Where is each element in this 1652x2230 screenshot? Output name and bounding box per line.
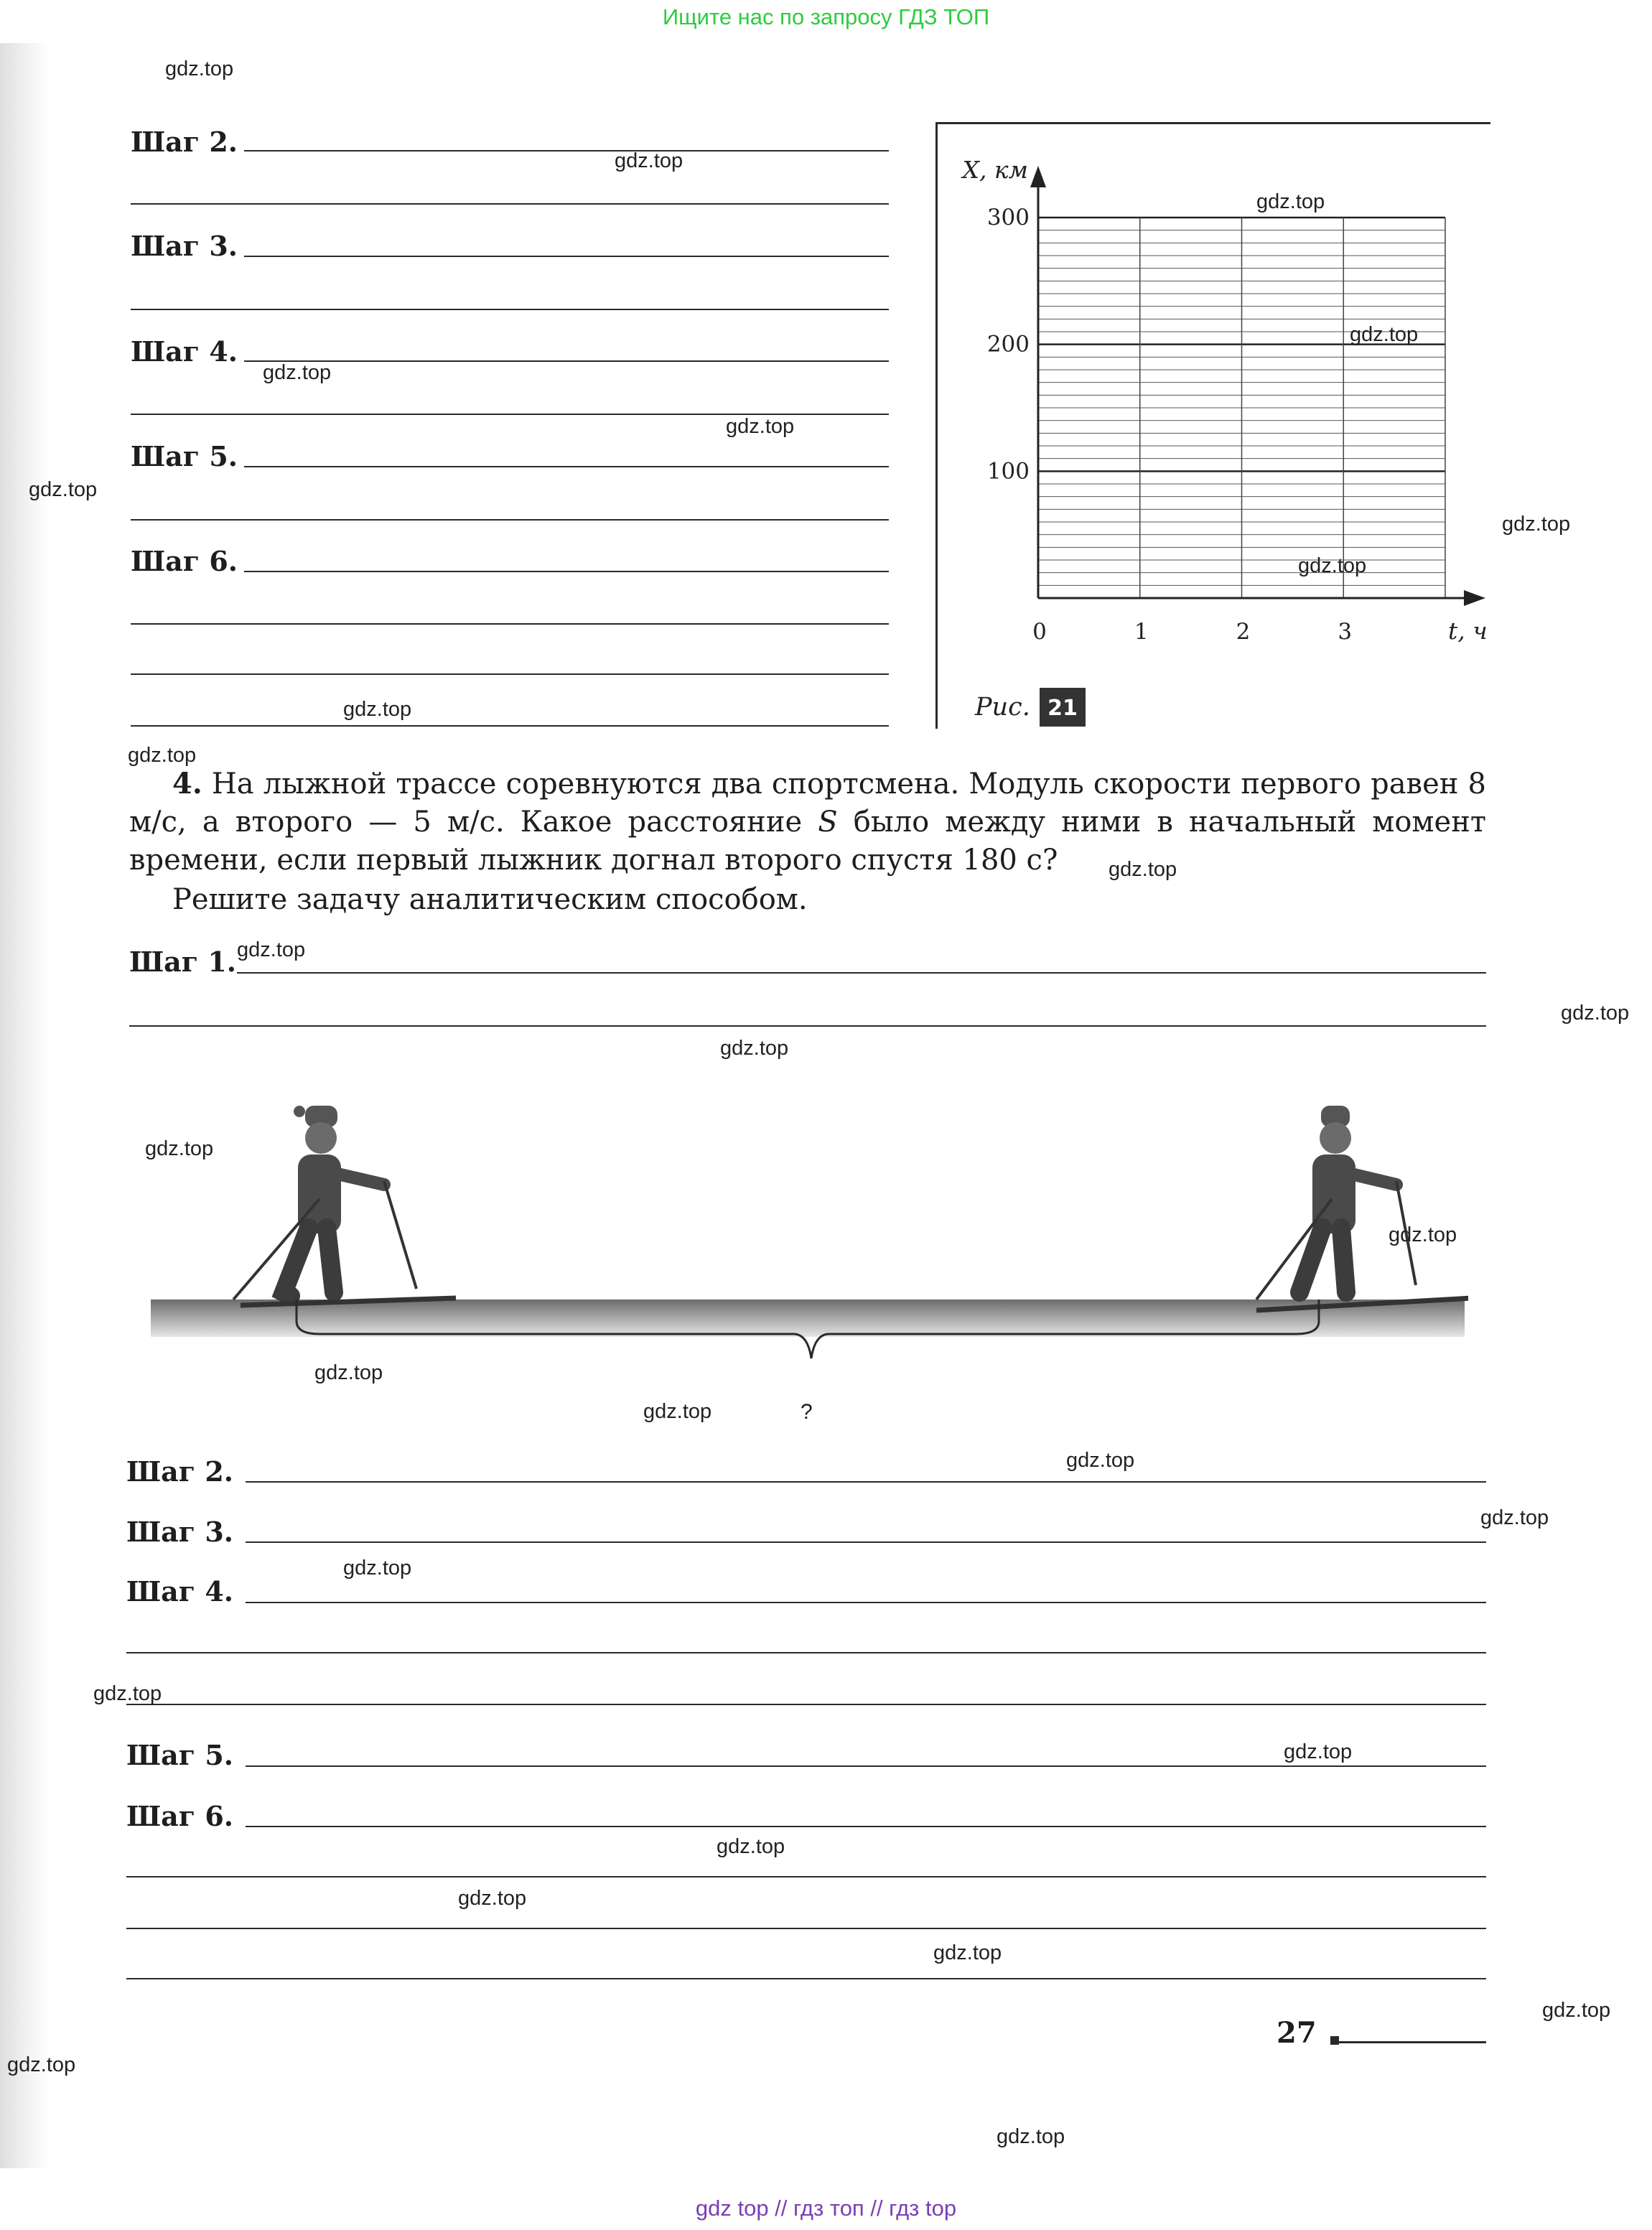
distance-question-mark: ? xyxy=(801,1400,813,1424)
step-label: Шаг 3. xyxy=(131,230,238,262)
problem-number: 4. xyxy=(172,767,202,801)
step-label: Шаг 3. xyxy=(126,1516,233,1548)
skier-1 xyxy=(233,1106,456,1305)
watermark: gdz.top xyxy=(643,1400,712,1423)
watermark: gdz.top xyxy=(1284,1740,1353,1763)
step-label: Шаг 4. xyxy=(126,1575,233,1608)
watermark: gdz.top xyxy=(717,1835,785,1858)
ski-track xyxy=(151,1300,1465,1337)
step-label: Шаг 6. xyxy=(131,545,238,577)
answer-line[interactable] xyxy=(126,1876,1486,1877)
step-6-bottom xyxy=(126,1802,233,1831)
answer-line[interactable] xyxy=(131,623,889,625)
step-3-top xyxy=(131,232,238,261)
watermark: gdz.top xyxy=(458,1887,527,1910)
watermark: gdz.top xyxy=(29,478,98,501)
step-6-top xyxy=(131,547,238,576)
watermark: gdz.top xyxy=(1256,190,1325,213)
watermark: gdz.top xyxy=(933,1941,1002,1964)
answer-line[interactable] xyxy=(126,1652,1486,1653)
axis-labels xyxy=(960,156,1487,645)
y-tick-label: 200 xyxy=(986,331,1030,358)
watermark: gdz.top xyxy=(165,57,234,80)
skier-head xyxy=(1320,1122,1351,1154)
answer-line[interactable] xyxy=(246,1541,1486,1543)
watermark: gdz.top xyxy=(343,1557,412,1580)
ski-pole xyxy=(384,1181,416,1289)
watermark: gdz.top xyxy=(1109,858,1177,881)
y-axis-label: X, км xyxy=(962,156,1028,184)
watermark: gdz.top xyxy=(1542,1999,1611,2022)
step-label: Шаг 1. xyxy=(129,946,236,978)
y-tick-label: 100 xyxy=(986,458,1030,485)
watermark: gdz.top xyxy=(726,415,795,438)
step-label: Шаг 5. xyxy=(131,440,238,472)
skier-2 xyxy=(1256,1106,1468,1310)
answer-line[interactable] xyxy=(246,1602,1486,1603)
skier-leg xyxy=(1341,1228,1346,1292)
skier-arm xyxy=(337,1174,384,1185)
step-label: Шаг 4. xyxy=(131,335,238,368)
watermark: gdz.top xyxy=(314,1361,383,1384)
step-2-bottom xyxy=(126,1457,233,1486)
problem-4 xyxy=(129,765,1486,880)
step-label: Шаг 5. xyxy=(126,1739,233,1771)
x-tick-label: 3 xyxy=(1338,619,1353,645)
step-4-bottom xyxy=(126,1577,233,1606)
answer-line[interactable] xyxy=(131,519,889,521)
watermark: gdz.top xyxy=(997,2125,1065,2148)
page-number: 27 xyxy=(1277,2016,1317,2050)
figure-caption xyxy=(974,688,1086,727)
watermark: gdz.top xyxy=(7,2053,76,2076)
answer-line[interactable] xyxy=(244,466,889,467)
problem-instruction: Решите задачу аналитическим способом. xyxy=(172,883,808,916)
figure-number: 21 xyxy=(1047,696,1078,721)
answer-line[interactable] xyxy=(131,725,889,727)
step-3-bottom xyxy=(126,1518,233,1546)
step-label: Шаг 6. xyxy=(126,1800,233,1832)
watermark: gdz.top xyxy=(128,744,197,767)
x-tick-label: 1 xyxy=(1134,619,1149,645)
answer-line[interactable] xyxy=(126,1704,1486,1705)
step-2-top xyxy=(131,128,238,157)
answer-line[interactable] xyxy=(246,1481,1486,1483)
watermark: gdz.top xyxy=(343,698,412,721)
problem-text: На лыжной трассе соревнуются два спортсмена. Модуль скорости первого равен 8 м/с, а второго — 5 м/с. Какое расстояние xyxy=(129,768,1487,839)
watermark: gdz.top xyxy=(145,1137,214,1160)
watermark: gdz.top xyxy=(1561,1002,1630,1025)
answer-line[interactable] xyxy=(126,1928,1486,1929)
watermark: gdz.top xyxy=(615,149,683,172)
watermark: gdz.top xyxy=(1066,1449,1135,1472)
x-axis-label: t, ч xyxy=(1448,617,1488,645)
watermark: gdz.top xyxy=(1480,1506,1549,1529)
step-label: Шаг 2. xyxy=(126,1455,233,1488)
step-1 xyxy=(129,948,236,976)
page-shadow xyxy=(0,43,50,2168)
watermark: gdz.top xyxy=(263,361,332,384)
x-tick-label: 0 xyxy=(1032,619,1047,645)
answer-line[interactable] xyxy=(244,150,889,151)
step-label: Шаг 2. xyxy=(131,126,238,158)
skier-leg xyxy=(327,1228,334,1292)
watermark: gdz.top xyxy=(1350,323,1419,346)
answer-line[interactable] xyxy=(131,309,889,310)
watermark: gdz.top xyxy=(1298,554,1367,577)
answer-line[interactable] xyxy=(244,571,889,572)
top-banner[interactable]: Ищите нас по запросу ГДЗ ТОП xyxy=(662,4,990,29)
watermark: gdz.top xyxy=(720,1037,789,1060)
answer-line[interactable] xyxy=(131,203,889,205)
step-5-bottom xyxy=(126,1741,233,1770)
skier-arm xyxy=(1351,1174,1396,1185)
watermark: gdz.top xyxy=(1502,513,1571,536)
answer-line[interactable] xyxy=(131,673,889,675)
tick-labels xyxy=(987,205,1352,645)
watermark: gdz.top xyxy=(93,1682,162,1705)
page-number-rule xyxy=(1339,2041,1486,2043)
answer-line[interactable] xyxy=(237,972,1486,974)
problem-text: было между ними в начальный момент времени, если первый лыжник догнал второго спустя 180 с? xyxy=(129,806,1486,877)
answer-line[interactable] xyxy=(244,256,889,257)
answer-line[interactable] xyxy=(246,1765,1486,1767)
page-number-marker xyxy=(1330,2036,1339,2045)
xt-graph-grid xyxy=(938,124,1488,727)
skier-pompom xyxy=(294,1106,305,1117)
figure-caption-text: Рис. xyxy=(975,693,1030,722)
answer-line[interactable] xyxy=(244,360,889,362)
step-4-top xyxy=(131,337,238,366)
watermark: gdz.top xyxy=(237,938,306,961)
skier-head xyxy=(305,1122,337,1154)
y-tick-label: 300 xyxy=(986,205,1030,230)
y-axis-arrow xyxy=(1030,166,1046,187)
answer-line[interactable] xyxy=(129,1025,1486,1027)
axes xyxy=(1030,166,1485,606)
answer-line[interactable] xyxy=(126,1978,1486,1979)
answer-line[interactable] xyxy=(246,1826,1486,1827)
x-axis-arrow xyxy=(1464,590,1485,606)
watermark: gdz.top xyxy=(1389,1223,1457,1246)
x-tick-label: 2 xyxy=(1236,619,1251,645)
distance-symbol: S xyxy=(818,806,838,839)
bottom-banner[interactable]: gdz top // гдз топ // гдз top xyxy=(695,2196,957,2221)
step-5-top xyxy=(131,442,238,471)
